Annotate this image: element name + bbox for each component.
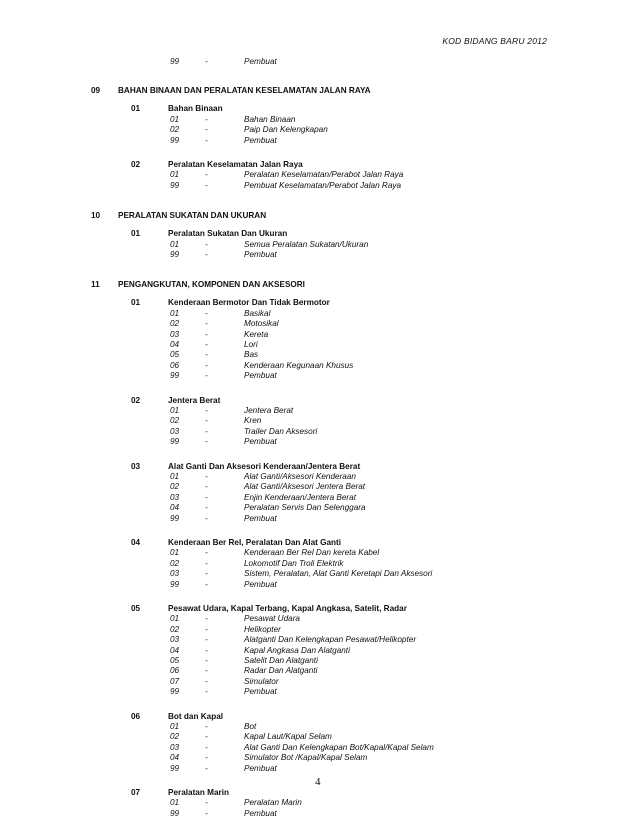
item-code: 02 [170, 319, 180, 329]
item-dash: - [205, 645, 208, 655]
item-code: 99 [170, 371, 180, 381]
section-title: PERALATAN SUKATAN DAN UKURAN [118, 211, 267, 221]
item-text: Alatganti Dan Kelengkapan Pesawat/Helikopter [244, 635, 417, 645]
item-code: 03 [170, 492, 180, 502]
item-dash: - [205, 482, 208, 492]
subsection-code: 02 [131, 160, 141, 169]
item-text: Kenderaan Ber Rel Dan kereta Kabel [244, 548, 380, 558]
subsection-code: 01 [131, 298, 141, 308]
page-header: KOD BIDANG BARU 2012 [442, 36, 547, 46]
subsection-code: 07 [131, 788, 141, 797]
subsection-code: 01 [131, 229, 141, 239]
item-dash: - [205, 666, 208, 676]
item-text: Helikopter [244, 624, 281, 634]
item-dash: - [205, 614, 208, 624]
item-text: Kereta [244, 329, 269, 339]
item-text: Basikal [244, 308, 271, 318]
item-code: 03 [170, 569, 180, 579]
item-dash: - [205, 329, 208, 339]
subsection-code: 06 [131, 711, 141, 721]
subsection-code: 04 [131, 538, 141, 547]
item-code: 04 [170, 645, 180, 655]
subsection-title: Bahan Binaan [168, 104, 223, 114]
item-text: Pesawat Udara [244, 614, 300, 624]
item-code: 02 [170, 125, 180, 135]
item-code: 01 [170, 239, 180, 249]
item-text: Bas [244, 350, 259, 360]
item-dash: - [205, 808, 208, 818]
item-text: Pembuat [244, 57, 277, 66]
item-text: Semua Peralatan Sukatan/Ukuran [244, 239, 369, 249]
item-code: 01 [170, 798, 180, 808]
item-code: 05 [170, 350, 180, 360]
item-code: 03 [170, 426, 180, 436]
item-text: Pembuat [244, 763, 277, 773]
item-text: Simulator [244, 676, 279, 686]
item-dash: - [205, 798, 208, 808]
section-code: 11 [91, 280, 100, 290]
item-code: 01 [170, 308, 180, 318]
item-text: Alat Ganti/Aksesori Jentera Berat [244, 482, 366, 492]
subsection-title: Peralatan Marin [168, 788, 229, 797]
item-code: 99 [170, 437, 180, 447]
item-text: Motosikal [244, 319, 279, 329]
item-dash: - [205, 579, 208, 589]
item-dash: - [205, 180, 208, 190]
section-title: BAHAN BINAAN DAN PERALATAN KESELAMATAN JALAN RAYA [118, 86, 371, 96]
item-text: Bot [244, 722, 257, 731]
item-dash: - [205, 687, 208, 697]
section-title: PENGANGKUTAN, KOMPONEN DAN AKSESORI [118, 280, 305, 290]
subsection-code: 05 [131, 604, 141, 613]
subsection-title: Bot dan Kapal [168, 711, 224, 721]
item-dash: - [205, 732, 208, 742]
item-dash: - [205, 250, 208, 259]
item-dash: - [205, 319, 208, 329]
item-dash: - [205, 569, 208, 579]
item-code: 99 [170, 808, 180, 818]
item-dash: - [205, 558, 208, 568]
item-code: 01 [170, 170, 180, 180]
item-text: Paip Dan Kelengkapan [244, 125, 328, 135]
item-dash: - [205, 763, 208, 773]
item-dash: - [205, 416, 208, 426]
item-code: 02 [170, 416, 180, 426]
item-code: 99 [170, 763, 180, 773]
item-code: 05 [170, 656, 180, 665]
section-code: 10 [91, 211, 101, 221]
item-dash: - [205, 548, 208, 558]
item-text: Pembuat [244, 371, 277, 381]
item-text: Kapal Angkasa Dan Alatganti [244, 645, 350, 655]
item-code: 01 [170, 406, 180, 415]
subsection-code: 03 [131, 461, 141, 471]
item-text: Pembuat [244, 135, 277, 145]
item-text: Kapal Laut/Kapal Selam [244, 732, 332, 742]
item-dash: - [205, 57, 208, 66]
item-code: 99 [170, 687, 180, 697]
item-text: Lokomotif Dan Troli Elektrik [244, 558, 344, 568]
item-text: Bahan Binaan [244, 114, 296, 124]
item-text: Simulator Bot /Kapal/Kapal Selam [244, 753, 368, 763]
item-code: 04 [170, 503, 180, 513]
item-dash: - [205, 656, 208, 665]
item-code: 99 [170, 180, 180, 190]
item-text: Pembuat [244, 250, 277, 259]
item-text: Pembuat [244, 513, 277, 523]
item-dash: - [205, 624, 208, 634]
item-text: Enjin Kenderaan/Jentera Berat [244, 492, 356, 502]
item-text: Satelit Dan Alatganti [244, 656, 318, 665]
item-dash: - [205, 135, 208, 145]
item-text: Kenderaan Kegunaan Khusus [244, 360, 354, 370]
item-dash: - [205, 513, 208, 523]
item-text: Radar Dan Alatganti [244, 666, 318, 676]
subsection-title: Alat Ganti Dan Aksesori Kenderaan/Jentera Berat [168, 461, 361, 471]
item-code: 01 [170, 548, 180, 558]
item-code: 02 [170, 624, 180, 634]
item-text: Trailer Dan Aksesori [244, 426, 318, 436]
subsection-title: Pesawat Udara, Kapal Terbang, Kapal Angkasa, Satelit, Radar [168, 604, 407, 613]
item-dash: - [205, 437, 208, 447]
item-text: Alat Ganti Dan Kelengkapan Bot/Kapal/Kapal Selam [244, 742, 434, 752]
item-text: Peralatan Keselamatan/Perabot Jalan Raya [244, 170, 404, 180]
item-code: 99 [170, 57, 180, 66]
item-text: Alat Ganti/Aksesori Kenderaan [244, 472, 356, 481]
item-dash: - [205, 753, 208, 763]
item-dash: - [205, 350, 208, 360]
item-dash: - [205, 308, 208, 318]
item-code: 01 [170, 614, 180, 624]
item-text: Pembuat [244, 687, 277, 697]
item-dash: - [205, 406, 208, 415]
item-code: 06 [170, 360, 180, 370]
item-text: Kren [244, 416, 262, 426]
item-code: 03 [170, 329, 180, 339]
subsection-title: Peralatan Sukatan Dan Ukuran [168, 229, 288, 239]
item-code: 03 [170, 635, 180, 645]
subsection-title: Jentera Berat [168, 395, 221, 405]
item-code: 01 [170, 114, 180, 124]
item-code: 03 [170, 742, 180, 752]
item-dash: - [205, 125, 208, 135]
item-text: Peralatan Servis Dan Selenggara [244, 503, 366, 513]
item-dash: - [205, 676, 208, 686]
item-dash: - [205, 426, 208, 436]
item-text: Pembuat [244, 579, 277, 589]
subsection-title: Kenderaan Ber Rel, Peralatan Dan Alat Ganti [168, 538, 342, 547]
item-text: Lori [244, 340, 258, 349]
item-dash: - [205, 340, 208, 349]
item-dash: - [205, 114, 208, 124]
item-code: 99 [170, 250, 180, 259]
item-code: 99 [170, 513, 180, 523]
item-code: 01 [170, 722, 180, 731]
item-dash: - [205, 239, 208, 249]
item-dash: - [205, 371, 208, 381]
page-number: 4 [315, 776, 321, 788]
section-code: 09 [91, 86, 101, 96]
item-code: 04 [170, 753, 180, 763]
item-code: 04 [170, 340, 180, 349]
item-dash: - [205, 170, 208, 180]
item-code: 02 [170, 482, 180, 492]
subsection-title: Peralatan Keselamatan Jalan Raya [168, 160, 303, 169]
item-dash: - [205, 472, 208, 481]
item-text: Pembuat [244, 808, 277, 818]
subsection-code: 01 [131, 104, 141, 114]
item-code: 02 [170, 732, 180, 742]
item-text: Peralatan Marin [244, 798, 302, 808]
subsection-code: 02 [131, 395, 141, 405]
item-code: 01 [170, 472, 180, 481]
item-dash: - [205, 722, 208, 731]
item-code: 06 [170, 666, 180, 676]
item-dash: - [205, 503, 208, 513]
item-code: 99 [170, 135, 180, 145]
item-code: 02 [170, 558, 180, 568]
item-text: Sistem, Peralatan, Alat Ganti Keretapi Dan Aksesori [244, 569, 433, 579]
subsection-title: Kenderaan Bermotor Dan Tidak Bermotor [168, 298, 330, 308]
item-dash: - [205, 742, 208, 752]
item-text: Pembuat [244, 437, 277, 447]
item-dash: - [205, 635, 208, 645]
item-code: 07 [170, 676, 180, 686]
item-code: 99 [170, 579, 180, 589]
item-dash: - [205, 360, 208, 370]
item-text: Pembuat Keselamatan/Perabot Jalan Raya [244, 180, 402, 190]
item-text: Jentera Berat [244, 406, 294, 415]
item-dash: - [205, 492, 208, 502]
